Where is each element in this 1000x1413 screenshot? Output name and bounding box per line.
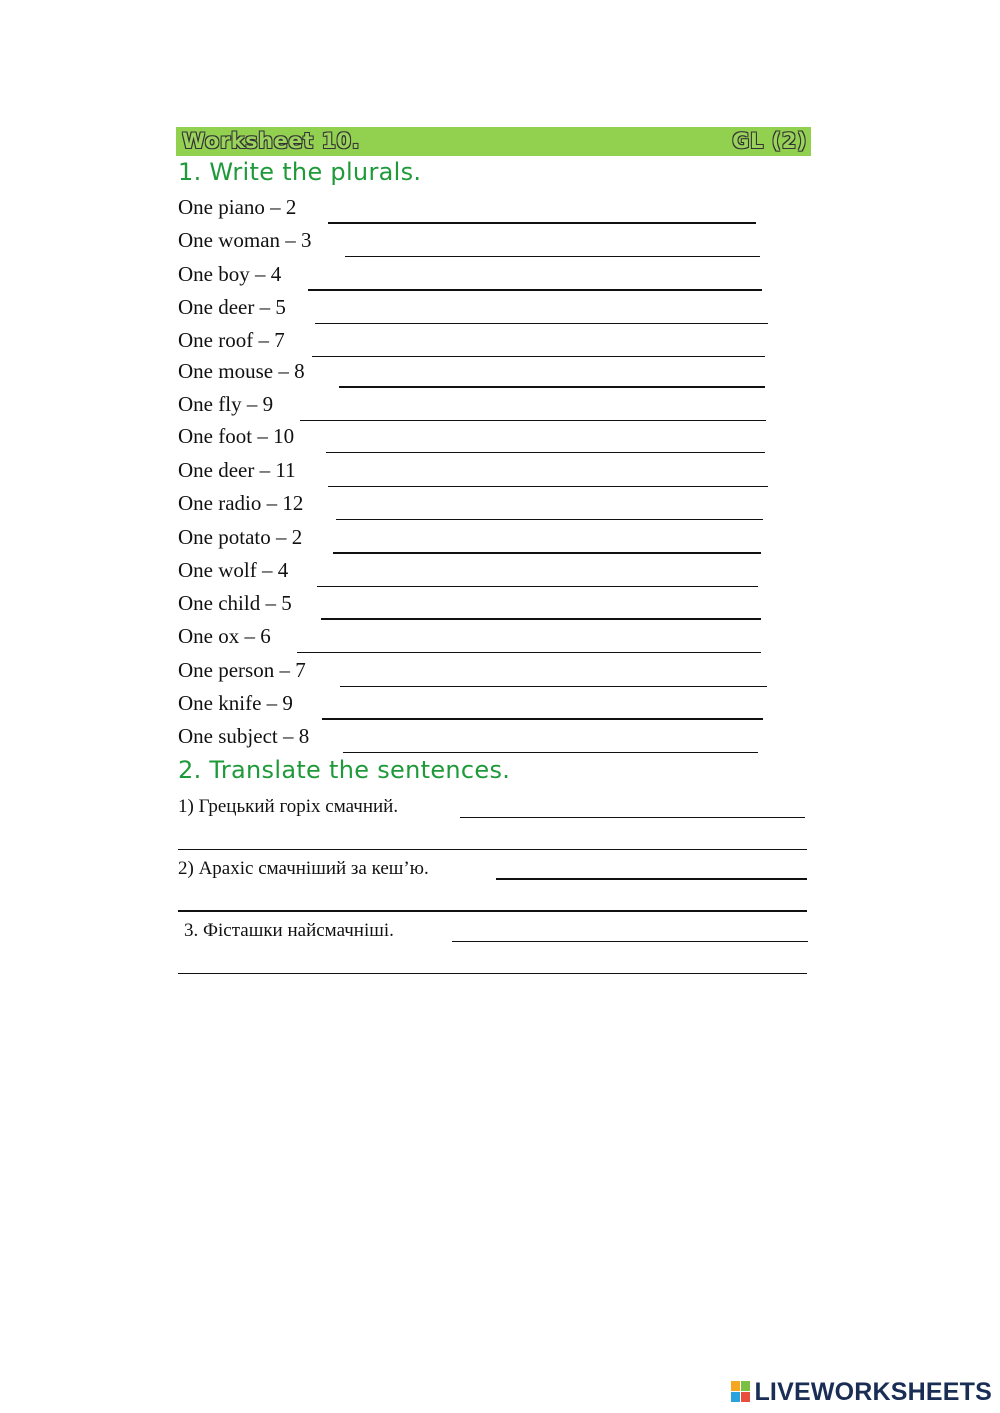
sentence-2-label: 2) Арахіс смачніший за кеш’ю. — [178, 858, 429, 879]
sentence-2-answer-line[interactable] — [496, 878, 807, 880]
plural-row-label: One deer – 11 — [178, 458, 296, 482]
plural-row — [178, 425, 778, 453]
plural-answer-line[interactable] — [336, 519, 763, 520]
plural-row-label: One mouse – 8 — [178, 359, 305, 383]
sentence-3-answer-line[interactable] — [452, 941, 808, 942]
plural-row-label: One piano – 2 — [178, 195, 297, 219]
plural-answer-line[interactable] — [308, 289, 762, 291]
section-2-title: 2. Translate the sentences. — [178, 756, 511, 784]
plural-row — [178, 229, 778, 257]
plural-row — [178, 393, 778, 421]
logo-icon — [731, 1381, 751, 1403]
sentence-1-answer-line-2[interactable] — [178, 849, 807, 850]
plural-row — [178, 526, 778, 554]
worksheet-code: GL (2) — [732, 129, 807, 153]
plural-row — [178, 459, 778, 487]
plural-answer-line[interactable] — [312, 356, 765, 357]
plural-answer-line[interactable] — [345, 256, 760, 257]
plural-row — [178, 263, 778, 291]
plural-row — [178, 659, 778, 687]
plural-row-label: One subject – 8 — [178, 724, 310, 748]
plural-row — [178, 725, 778, 753]
plural-answer-line[interactable] — [328, 486, 768, 487]
sentence-2-answer-line-2[interactable] — [178, 910, 807, 912]
plural-answer-line[interactable] — [333, 552, 761, 554]
plural-row-label: One knife – 9 — [178, 691, 293, 715]
plural-answer-line[interactable] — [297, 652, 761, 653]
plural-row — [178, 196, 778, 224]
plural-answer-line[interactable] — [322, 718, 763, 720]
plural-answer-line[interactable] — [317, 586, 758, 587]
section-1-title: 1. Write the plurals. — [178, 158, 422, 186]
plural-row-label: One roof – 7 — [178, 328, 285, 352]
plural-row — [178, 296, 778, 324]
plural-row-label: One woman – 3 — [178, 228, 312, 252]
plural-row — [178, 360, 778, 388]
plural-row-label: One foot – 10 — [178, 424, 295, 448]
sentence-1-answer-line[interactable] — [460, 817, 805, 818]
plural-row — [178, 559, 778, 587]
plural-row-label: One fly – 9 — [178, 392, 274, 416]
plural-row — [178, 329, 778, 357]
plural-row-label: One radio – 12 — [178, 491, 304, 515]
plural-answer-line[interactable] — [300, 420, 766, 421]
plural-row-label: One wolf – 4 — [178, 558, 289, 582]
plural-row — [178, 492, 778, 520]
plural-answer-line[interactable] — [328, 222, 756, 224]
plural-row — [178, 692, 778, 720]
plural-answer-line[interactable] — [339, 386, 765, 388]
plural-row-label: One child – 5 — [178, 591, 292, 615]
plural-row-label: One ox – 6 — [178, 624, 271, 648]
sentence-1-label: 1) Грецький горіх смачний. — [178, 796, 399, 817]
sentence-3-label: 3. Фісташки найсмачніші. — [184, 920, 394, 941]
plural-row-label: One deer – 5 — [178, 295, 286, 319]
plural-answer-line[interactable] — [340, 686, 767, 687]
worksheet-title: Worksheet 10. — [182, 129, 361, 153]
plural-row — [178, 592, 778, 620]
plural-answer-line[interactable] — [326, 452, 765, 453]
plural-answer-line[interactable] — [321, 618, 761, 620]
plural-answer-line[interactable] — [343, 752, 758, 753]
worksheet-header — [176, 127, 811, 156]
sentence-3-answer-line-2[interactable] — [178, 973, 807, 974]
plural-answer-line[interactable] — [315, 323, 768, 324]
plural-row-label: One boy – 4 — [178, 262, 282, 286]
logo-text: LIVEWORKSHEETS — [754, 1377, 992, 1406]
plural-row-label: One person – 7 — [178, 658, 306, 682]
liveworksheets-logo — [731, 1379, 992, 1405]
plural-row-label: One potato – 2 — [178, 525, 303, 549]
plural-row — [178, 625, 778, 653]
